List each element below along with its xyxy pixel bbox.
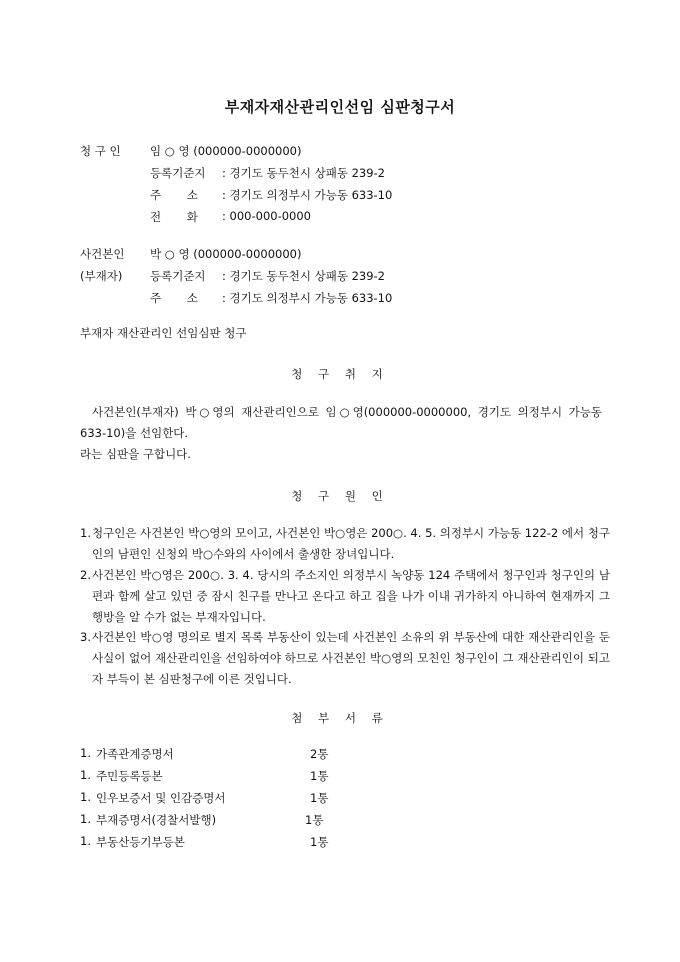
attachment-number: 1. [80,746,91,760]
principal-name: 박 ○ 영 (000000-0000000) [150,247,302,261]
attachment-number: 1. [80,834,91,848]
attachments-heading: 첨 부 서 류 [291,711,389,725]
cause-item-number: 1. [80,526,91,540]
cause-item-number: 2. [80,568,91,582]
claimant-address-label: 주 소 [150,188,198,202]
principal-role-sub: (부재자) [80,269,123,283]
attachment-name: 부동산등기부등본 [96,835,185,849]
claimant-phone-value: : 000-000-0000 [222,209,311,223]
cause-item-number: 3. [80,630,91,644]
principal-registry-value: : 경기도 동두천시 상패동 239-2 [222,269,386,283]
cause-item [80,565,610,628]
purpose-closing: 라는 심판을 구합니다. [80,447,191,461]
cause-item [80,627,610,690]
attachment-name: 인우보증서 및 인감증명서 [96,791,226,805]
cause-heading: 청 구 원 인 [291,489,389,503]
principal-registry-label: 등록기준지 [150,269,206,283]
purpose-heading: 청 구 취 지 [291,367,389,381]
claimant-role-label: 청 구 인 [80,144,121,158]
claimant-registry-label: 등록기준지 [150,166,206,180]
claim-subject: 부재자 재산관리인 선임심판 청구 [80,326,247,340]
attachment-count: 2통 [310,747,329,761]
document-title: 부재자재산관리인선임 심판청구서 [224,98,456,116]
cause-item [80,523,610,565]
attachment-count: 1통 [310,791,329,805]
claimant-phone-label: 전 화 [150,210,198,224]
attachment-number: 1. [80,790,91,804]
purpose-body: 사건본인(부재자) 박○영의 재산관리인으로 임○영(000000-0000000, 경기도 의정부시 가능동 633-10)을 선임한다. [80,405,602,440]
cause-item-text: 사건본인 박○영은 200○. 3. 4. 당시의 주소지인 의정부시 녹양동 124 주택에서 청구인과 청구인의 남편과 함께 살고 있던 중 잠시 친구를 만나고 온다고 하고 집을 나가 이내 귀가하지 아니하여 현재까지 그 행방을 알 수가 없는 부재자입니다. [92,568,610,624]
principal-role-label: 사건본인 [80,247,125,261]
claimant-address-value: : 경기도 의정부시 가능동 633-10 [222,188,393,202]
attachment-count: 1통 [305,813,324,827]
attachment-number: 1. [80,768,91,782]
attachment-count: 1통 [310,835,329,849]
cause-item-text: 사건본인 박○영 명의로 별지 목록 부동산이 있는데 사건본인 소유의 위 부동산에 대한 재산관리인을 둔 사실이 없어 재산관리인을 선임하여야 하므로 사건본인 박○영의 모친인 청구인이 그 재산관리인이 되고자 부득이 본 심판청구에 이른 것입니다. [92,630,610,686]
principal-address-value: : 경기도 의정부시 가능동 633-10 [222,291,393,305]
principal-address-label: 주 소 [150,291,198,305]
attachment-number: 1. [80,812,91,826]
claimant-registry-value: : 경기도 동두천시 상패동 239-2 [222,166,386,180]
attachment-name: 부재증명서(경찰서발행) [96,813,217,827]
attachment-count: 1통 [310,769,329,783]
cause-item-text: 청구인은 사건본인 박○영의 모이고, 사건본인 박○영은 200○. 4. 5. 의정부시 가능동 122-2 에서 청구인의 남편인 신청외 박○수와의 사이에서 출생한 장녀입니다. [92,526,610,561]
attachment-name: 주민등록등본 [96,769,163,783]
attachment-name: 가족관계증명서 [96,747,174,761]
claimant-name: 임 ○ 영 (000000-0000000) [150,144,302,158]
